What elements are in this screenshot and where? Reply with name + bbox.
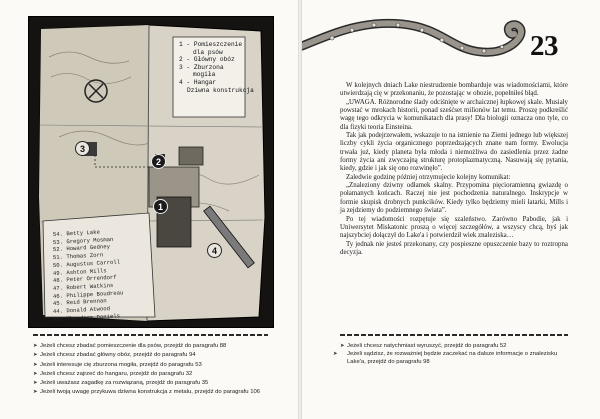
building-2	[179, 147, 203, 165]
roster-item: 45. Reid Brennan	[52, 297, 107, 308]
right-choices-list	[333, 342, 568, 366]
roster-item: 44. Donald Atwood	[52, 305, 111, 316]
map-marker-3: 3	[75, 141, 90, 156]
expedition-roster	[52, 228, 143, 323]
map-marker-2: 2	[151, 154, 166, 169]
legend-item: mogiła	[193, 71, 216, 79]
roster-item: 48. Peter Orrendorf	[52, 273, 117, 285]
choice-item[interactable]	[33, 388, 260, 397]
arrow-icon: ➤	[33, 361, 38, 368]
paragraph: Ty jednak nie jesteś przekonany, czy pospieszne opuszczenie bazy to roztropna decyzja.	[340, 240, 568, 256]
expedition-map	[28, 16, 274, 328]
map-marker-4: 4	[207, 243, 222, 258]
legend-item: dla psów	[193, 48, 223, 56]
arrow-icon: ➤	[33, 389, 38, 396]
map-legend	[179, 41, 254, 107]
left-page	[0, 0, 298, 419]
choice-item[interactable]	[33, 379, 260, 388]
arrow-icon: ➤	[33, 352, 38, 359]
right-page	[302, 0, 600, 419]
roster-item: 47. Robert Watkins	[52, 281, 114, 292]
choice-item[interactable]	[33, 361, 260, 370]
choice-item[interactable]	[33, 370, 260, 379]
roster-item: 46. Philippe Boudreau	[52, 288, 124, 300]
choice-text: Jeżeli chcesz zajrzeć do hangaru, przejdź do paragrafu 32	[40, 370, 193, 377]
arrow-icon: ➤	[333, 351, 338, 358]
choice-text: Jeżeli interesuje cię zburzona mogiła, przejdź do paragrafu 53	[40, 361, 202, 368]
legend-item: 2 - Główny obóz	[179, 56, 235, 64]
paragraph: Tak jak podejrzewałem, wskazuje to na istnienie na Ziemi jednego lub większej liczby cykli życia organicznego poprzedzających znane nam formy. Ewolucja trwała już, kiedy planeta była młoda i niemożliwa do zasiedlenia przez żadne formy życia ani zwyczajną strukturę protoplazmatyczną. Nasuwają się pytania, kiedy, gdzie i jak się ono rozwinęło”.	[340, 132, 568, 173]
paragraph: „Znaleziony dziwny odłamek skalny. Przypomina pięcioramienną gwiazdę o połamanych końcach. Raczej nie jest pochodzenia naturalnego. Inskrypcje w formie skupisk drobnych punkcików. Kiedy tylko będziemy mieli łatarki, Mills i ja zejdziemy do podziemnego świata”.	[340, 182, 568, 215]
choice-text: Jeżeli chcesz zbadać główny obóz, przejdź do paragrafu 94	[40, 352, 196, 359]
arrow-icon: ➤	[33, 343, 38, 349]
arrow-icon: ➤	[33, 370, 38, 377]
chapter-text	[340, 82, 568, 257]
choice-text: Jeżeli chcesz zbadać pomieszczenie dla psów, przejdź do paragrafu 88	[40, 343, 227, 349]
paragraph: Po tej wiadomości rozpętuje się szaleństwo. Zarówno Pabodie, jak i Uniwersytet Miskatonic proszą o więcej szczegółów, a wszyscy chcą, byś jak najszybciej dołączył do Lake'a i potwierdził wiek znaleziska…	[340, 215, 568, 240]
tentacle-illustration	[302, 14, 532, 64]
choice-item[interactable]	[333, 351, 568, 366]
legend-item: Dziwna konstrukcja	[187, 86, 254, 94]
roster-item: 53. Gregory Mosman	[52, 235, 114, 246]
legend-item: 1 - Pomieszczenie	[179, 41, 243, 48]
left-choices-list	[33, 342, 260, 398]
arrow-icon: ➤	[33, 380, 38, 387]
roster-item: 52. Howard Gedney	[52, 243, 111, 254]
chapter-number: 23	[530, 30, 558, 62]
choice-text: Jeżeli twoją uwagę przykuwa dziwna konstrukcja z metalu, przejdź do paragrafu 106	[40, 389, 261, 396]
paragraph: W kolejnych dniach Lake niestrudzenie bombarduje was wiadomościami, które utwierdzają cię w przekonaniu, że pozostając w obozie, popełniłeś błąd.	[340, 82, 568, 98]
choices-divider	[33, 334, 268, 336]
paragraph: Zaledwie godzinę później otrzymujecie kolejny komunikat:	[346, 173, 511, 181]
roster-item: 49. Ashton Mills	[52, 266, 107, 277]
legend-item: 3 - Zburzona	[179, 63, 224, 71]
choice-text: Jeżeli chcesz natychmiast wyruszyć, przejdź do paragrafu 52	[347, 343, 507, 349]
choices-divider	[340, 334, 568, 336]
choice-item[interactable]	[33, 342, 260, 351]
roster-item: 50. Augustus Carroll	[52, 258, 121, 269]
arrow-icon: ➤	[340, 343, 345, 349]
choice-item[interactable]	[340, 342, 568, 351]
paragraph: „UWAGA. Różnorodne ślady odciśnięte w archaicznej łupkowej skale. Musiały powstać w mrokach historii, ponad sześćset milionów lat temu. Proszę podkreślić wagę tego odkrycia w komunikatach dla prasy! Dla biologii oznacza ono tyle, co dla fizyki teoria Einsteina.	[340, 98, 568, 131]
map-marker-1: 1	[153, 199, 168, 214]
legend-item: 4 - Hangar	[179, 78, 217, 86]
roster-item: 54. Betty Lake	[52, 228, 101, 238]
roster-item: 43. Theodore Daniels	[52, 312, 121, 323]
choice-text: Jeżeli sądzisz, że rozważniej będzie zaczekać na dalsze informacje o znalezisku Lake'a, przejdź do paragrafu 98	[347, 351, 558, 365]
choice-text: Jeżeli uważasz zagadkę za rozwiązaną, przejdź do paragrafu 35	[40, 380, 209, 387]
choice-item[interactable]	[33, 351, 260, 360]
roster-item: 51. Thomas Zorn	[52, 251, 104, 262]
